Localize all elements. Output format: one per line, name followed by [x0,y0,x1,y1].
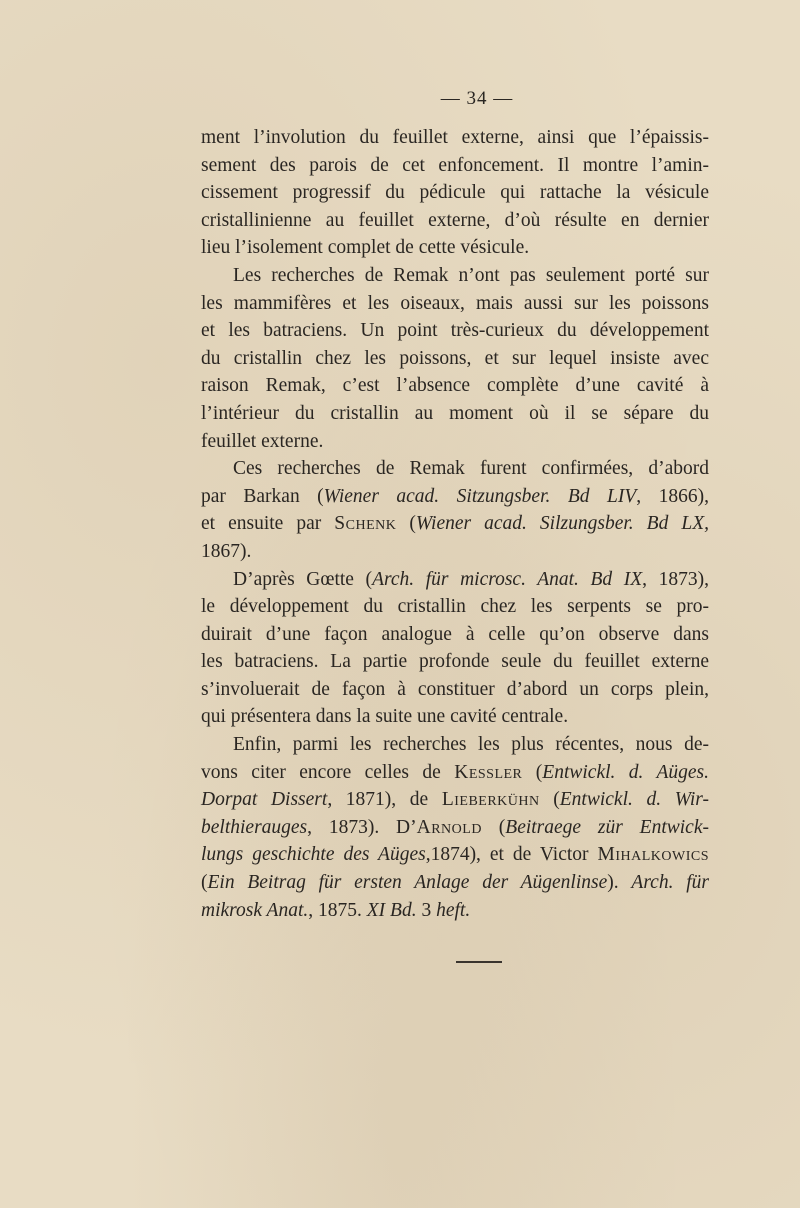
paragraph [201,455,709,565]
text-run: , 1873). D’ [307,816,417,838]
author-name: Kessler [454,761,523,783]
text-line [201,345,709,373]
italic-text: Dorpat Dissert [201,789,328,811]
text-line [201,538,709,566]
text-line [201,566,709,594]
text-run: du cristallin chez les poissons, et sur lequel insiste avec [201,347,709,369]
text-run: qui présentera dans la suite une cavité centrale. [201,706,569,728]
text-line [201,786,709,814]
text-line [201,648,709,676]
text-run: Ces recherches de Remak furent confirmées, d’abord [233,458,709,480]
italic-text: Ein Beitrag für ersten Anlage der Aügenlinse [207,872,608,894]
text-run: ( [522,761,543,783]
text-line [201,428,709,456]
paragraph [201,566,709,732]
italic-text: Entwickl. d. Aüges. [542,761,710,783]
italic-text: Arch. für microsc. Anat. Bd IX [372,568,643,590]
text-run: duirait d’une façon analogue à celle qu’on observe dans [201,623,709,645]
book-page [201,88,709,963]
text-run: et les batraciens. Un point très-curieux du développement [201,320,709,342]
text-run: les batraciens. La partie profonde seule du feuillet externe [201,651,709,673]
body-text [201,124,709,924]
text-line [201,759,709,787]
text-run: vons citer encore celles de [201,761,455,783]
text-line [201,124,709,152]
text-line [201,207,709,235]
text-run: s’involuerait de façon à constituer d’abord un corps plein, [201,678,709,700]
text-run: Les recherches de Remak n’ont pas seulement porté sur [233,264,709,286]
text-line [201,455,709,483]
text-run: , 1871), de [327,789,442,811]
italic-text: mikrosk Anat. [201,899,309,921]
text-run: raison Remak, c’est l’absence complète d’une cavité à [201,375,709,397]
text-line [201,262,709,290]
end-rule [456,961,502,963]
text-run: , 1866), [636,485,709,507]
text-run: ). [607,872,632,894]
text-run: cissement progressif du pédicule qui rattache la vésicule [201,182,709,204]
text-line [201,483,709,511]
text-line [201,290,709,318]
text-line [201,510,709,538]
text-run: lieu l’isolement complet de cette vésicule. [201,237,530,259]
text-run: ,1874), et de Victor [425,844,598,866]
text-run: et ensuite par [201,513,335,535]
text-run: 1867). [201,540,252,562]
italic-text: Beitraege zür Entwick- [505,816,709,838]
text-line [201,703,709,731]
italic-text: lungs geschichte des Aüges [201,844,426,866]
text-line [201,593,709,621]
text-line [201,372,709,400]
text-run: le développement du cristallin chez les serpents se pro- [201,596,709,618]
text-run: ( [539,789,560,811]
author-name: Mihalkowics [597,844,709,866]
italic-text: heft. [436,899,471,921]
text-line [201,179,709,207]
text-run: , 1873), [642,568,709,590]
page-number: — 34 — [440,88,514,109]
text-run: les mammifères et les oiseaux, mais aussi sur les poissons [201,292,709,314]
text-run: , 1875. [308,899,367,921]
paragraph [201,262,709,455]
text-line [201,841,709,869]
text-line [201,317,709,345]
text-line [201,869,709,897]
paragraph [201,731,709,924]
text-run: sement des parois de cet enfoncement. Il montre l’amin- [201,154,709,176]
text-run: cristallinienne au feuillet externe, d’où résulte en dernier [201,209,709,231]
text-line [201,731,709,759]
text-run: 3 [416,899,437,921]
text-line [201,676,709,704]
text-line [201,621,709,649]
author-name: Schenk [334,513,397,535]
italic-text: Wiener acad. Sitzungsber. Bd LIV [323,485,637,507]
italic-text: Wiener acad. Silzungsber. Bd LX, [415,513,709,535]
text-run: ( [201,872,208,894]
text-run: ment l’involution du feuillet externe, ainsi que l’épaissis- [201,127,709,148]
text-line [201,234,709,262]
text-run: ( [481,816,506,838]
text-line [201,897,709,925]
text-line [201,814,709,842]
text-line [201,152,709,180]
text-line [201,400,709,428]
text-run: Enfin, parmi les recherches les plus récentes, nous de- [233,734,709,756]
text-run: par Barkan ( [201,485,324,507]
text-run: feuillet externe. [201,430,324,452]
text-run: ( [396,513,416,535]
author-name: Arnold [416,816,482,838]
author-name: Lieberkühn [441,789,540,811]
text-run: l’intérieur du cristallin au moment où il se sépare du [201,402,709,424]
text-run: D’après Gœtte ( [233,568,373,590]
paragraph [201,124,709,262]
italic-text: XI Bd. [366,899,417,921]
italic-text: Entwickl. d. Wir- [559,789,709,811]
italic-text: Arch. für [631,872,709,894]
italic-text: belthierauges [201,816,308,838]
